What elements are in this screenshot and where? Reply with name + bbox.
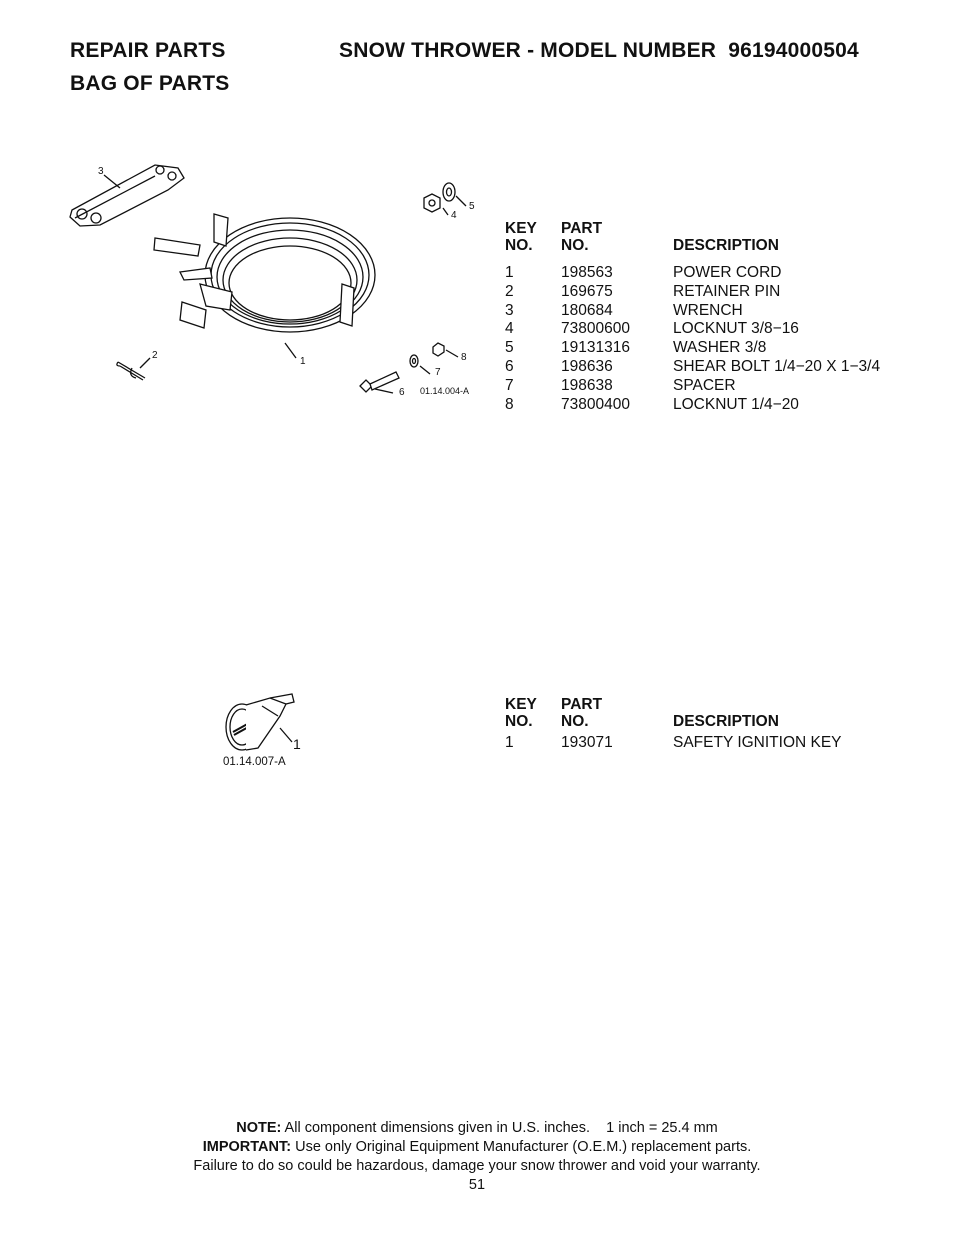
key-cell: 7 bbox=[505, 376, 514, 394]
model-number: 96194000504 bbox=[728, 39, 859, 62]
description-cell: SPACER bbox=[673, 376, 736, 394]
part-header-line2: NO. bbox=[561, 713, 589, 730]
part-cell: 73800400 bbox=[561, 395, 630, 413]
key-cell: 8 bbox=[505, 395, 514, 413]
callout-4: 4 bbox=[451, 210, 457, 221]
page-subtitle: BAG OF PARTS bbox=[70, 72, 230, 95]
description-cell: SHEAR BOLT 1/4−20 X 1−3/4 bbox=[673, 357, 881, 375]
description-cell: WRENCH bbox=[673, 301, 743, 319]
part-cell: 169675 bbox=[561, 282, 613, 300]
key-cell: 1 bbox=[505, 264, 514, 281]
part-cell: 198636 bbox=[561, 357, 613, 375]
description-header: DESCRIPTION bbox=[673, 713, 779, 730]
callout-7: 7 bbox=[435, 367, 441, 378]
key-cell: 3 bbox=[505, 301, 514, 319]
key-cell: 1 bbox=[505, 734, 514, 751]
callout-2: 2 bbox=[152, 350, 158, 361]
key-cell: 6 bbox=[505, 357, 514, 375]
description-cell: LOCKNUT 1/4−20 bbox=[673, 395, 799, 413]
note-line bbox=[0, 1119, 954, 1138]
description-cell: LOCKNUT 3/8−16 bbox=[673, 320, 799, 338]
note-label: NOTE: bbox=[236, 1120, 282, 1136]
part-header-line1: PART bbox=[561, 220, 603, 237]
key-cell: 2 bbox=[505, 282, 514, 300]
ignition-key-drawing bbox=[226, 694, 294, 750]
page-number: 51 bbox=[468, 1177, 486, 1193]
part-header-line2: NO. bbox=[561, 237, 589, 254]
key-header-line2: NO. bbox=[505, 713, 533, 730]
description-header: DESCRIPTION bbox=[673, 237, 779, 254]
key-cell: 5 bbox=[505, 339, 514, 357]
warning-line: Failure to do so could be hazardous, damage your snow thrower and void your warranty. bbox=[193, 1158, 761, 1174]
callout-1: 1 bbox=[300, 356, 306, 367]
description-cell: SAFETY IGNITION KEY bbox=[673, 734, 842, 751]
model-prefix: SNOW THROWER - MODEL NUMBER bbox=[339, 39, 717, 62]
key-cell: 4 bbox=[505, 320, 514, 338]
diagram-code-2: 01.14.007-A bbox=[223, 756, 286, 768]
diagram-code-1: 01.14.004-A bbox=[420, 386, 470, 396]
part-cell: 19131316 bbox=[561, 339, 630, 357]
footer bbox=[0, 1119, 954, 1195]
key-header-line2: NO. bbox=[505, 237, 533, 254]
description-cell: WASHER 3/8 bbox=[673, 339, 767, 357]
part-cell: 193071 bbox=[561, 734, 613, 751]
callout-6: 6 bbox=[399, 387, 405, 398]
key-header-line1: KEY bbox=[505, 696, 537, 713]
important-label: IMPORTANT: bbox=[202, 1139, 292, 1155]
part-cell: 73800600 bbox=[561, 320, 630, 338]
part-header-line1: PART bbox=[561, 696, 603, 713]
part-cell: 198638 bbox=[561, 376, 613, 394]
part-cell: 180684 bbox=[561, 301, 613, 319]
part-cell: 198563 bbox=[561, 264, 613, 281]
important-text: Use only Original Equipment Manufacturer (O.E.M.) replacement parts. bbox=[291, 1139, 752, 1155]
callout-3: 3 bbox=[98, 166, 104, 177]
description-cell: POWER CORD bbox=[673, 264, 782, 281]
key-header-line1: KEY bbox=[505, 220, 537, 237]
callout-8: 8 bbox=[461, 352, 467, 363]
callout-key-1: 1 bbox=[293, 736, 301, 752]
note-text: All component dimensions given in U.S. inches. 1 inch = 25.4 mm bbox=[281, 1120, 718, 1136]
important-line bbox=[0, 1138, 954, 1157]
description-cell: RETAINER PIN bbox=[673, 282, 781, 300]
section-title: REPAIR PARTS bbox=[70, 39, 226, 62]
callout-5: 5 bbox=[469, 201, 475, 212]
